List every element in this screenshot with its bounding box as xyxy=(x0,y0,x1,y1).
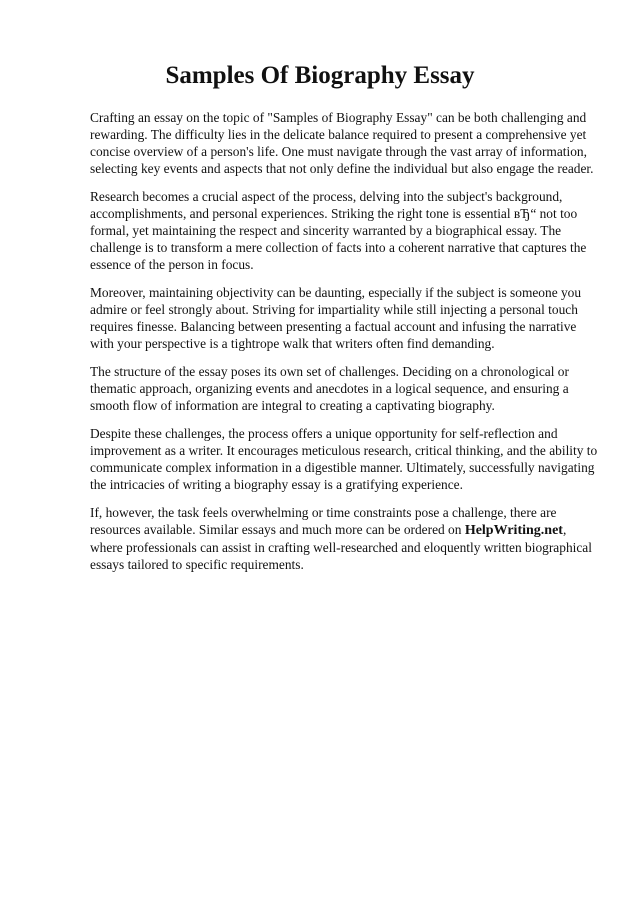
paragraph-objectivity: Moreover, maintaining objectivity can be daunting, especially if the subject is someone you admire or feel strongly about. Striving for impartiality while still injecting a personal touch requires finesse. Balancing between presenting a factual account and infusing the narrative with your perspective is a tightrope walk that writers often find demanding. xyxy=(90,285,582,351)
paragraph-intro: Crafting an essay on the topic of "Samples of Biography Essay" can be both challenging and rewarding. The difficulty lies in the delicate balance required to present a comprehensive yet concise overview of a person's life. One must navigate through the vast array of information, selecting key events and aspects that not only define the individual but also engage the reader. xyxy=(90,110,594,176)
brand-name: HelpWriting.net xyxy=(464,523,563,538)
paragraph-structure: The structure of the essay poses its own set of challenges. Deciding on a chronological or thematic approach, organizing events and anecdotes in a logical sequence, and ensuring a smooth flow of information are integral to creating a captivating biography. xyxy=(90,364,569,413)
paragraph-research: Research becomes a crucial aspect of the process, delving into the subject's background, accomplishments, and personal experiences. Striking the right tone is essential вЂ“ not too formal, yet maintaining the respect and sincerity warranted by a biographical essay. The challenge is to transform a mere collection of facts into a coherent narrative that captures the essence of the person in focus. xyxy=(90,189,587,272)
resources-text-before: If, however, the task feels overwhelming or time constraints pose a challenge, there are resources available. Similar essays and much more can be ordered on xyxy=(90,505,557,537)
resources-text-after: , where professionals can assist in crafting well-researched and eloquently written biographical essays tailored to specific requirements. xyxy=(90,522,592,572)
document-title: Samples Of Biography Essay xyxy=(165,62,475,89)
paragraph-resources xyxy=(90,504,598,573)
paragraph-opportunity: Despite these challenges, the process offers a unique opportunity for self-reflection and improvement as a writer. It encourages meticulous research, critical thinking, and the ability to communicate complex information in a digestible manner. Ultimately, successfully navigating the intricacies of writing a biography essay is a gratifying experience. xyxy=(90,426,598,492)
